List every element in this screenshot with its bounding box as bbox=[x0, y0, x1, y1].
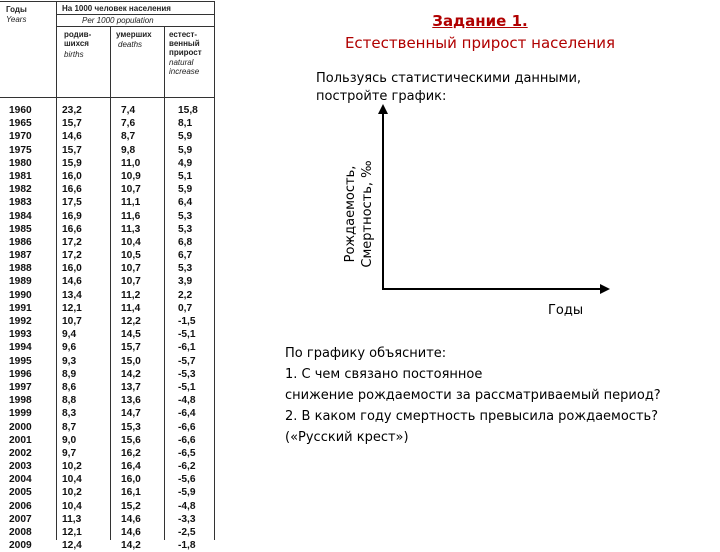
cell-year: 1984 bbox=[9, 210, 32, 222]
cell-births: 9,7 bbox=[62, 447, 77, 459]
table-body bbox=[0, 104, 214, 552]
table-row bbox=[0, 315, 214, 328]
cell-natural-increase: 2,2 bbox=[178, 289, 193, 301]
cell-year: 1994 bbox=[9, 342, 32, 354]
question-1-continued: снижение рождаемости за рассматриваемый период? bbox=[285, 388, 661, 403]
cell-natural-increase: -1,8 bbox=[178, 540, 196, 552]
table-row bbox=[0, 157, 214, 170]
cell-year: 1982 bbox=[9, 184, 32, 196]
cell-births: 12,1 bbox=[62, 527, 82, 538]
cell-year: 1997 bbox=[9, 381, 32, 393]
cell-deaths: 11,2 bbox=[121, 289, 141, 301]
cell-year: 1987 bbox=[9, 250, 32, 262]
cell-natural-increase: 0,7 bbox=[178, 302, 193, 314]
cell-natural-increase: -6,6 bbox=[178, 434, 196, 446]
cell-deaths: 7,6 bbox=[121, 118, 136, 130]
cell-natural-increase: 6,7 bbox=[178, 250, 193, 262]
cell-deaths: 11,0 bbox=[121, 157, 141, 169]
cell-births: 8,6 bbox=[62, 381, 77, 393]
questions-intro: По графику объясните: bbox=[285, 346, 447, 361]
table-row bbox=[0, 421, 214, 434]
cell-deaths: 15,6 bbox=[121, 434, 141, 446]
cell-natural-increase: -4,8 bbox=[178, 395, 196, 407]
cell-deaths: 16,4 bbox=[121, 461, 141, 473]
cell-deaths: 10,9 bbox=[121, 170, 141, 182]
cell-deaths: 16,2 bbox=[121, 447, 141, 459]
cell-deaths: 11,1 bbox=[121, 197, 141, 209]
table-row bbox=[0, 328, 214, 341]
cell-births: 23,2 bbox=[62, 105, 82, 116]
header-births-ru: родив- шихся bbox=[64, 30, 92, 48]
header-births-en: births bbox=[64, 50, 84, 59]
table-row bbox=[0, 526, 214, 539]
cell-natural-increase: 4,9 bbox=[178, 157, 193, 169]
cell-natural-increase: -5,1 bbox=[178, 329, 196, 341]
table-row bbox=[0, 355, 214, 368]
cell-deaths: 14,2 bbox=[121, 540, 141, 552]
cell-year: 2002 bbox=[9, 447, 32, 459]
cell-deaths: 11,6 bbox=[121, 210, 141, 222]
cell-natural-increase: -1,5 bbox=[178, 316, 196, 327]
cell-deaths: 14,2 bbox=[121, 368, 141, 380]
cell-deaths: 12,2 bbox=[121, 316, 141, 327]
cell-births: 17,5 bbox=[62, 197, 82, 209]
cell-births: 16,0 bbox=[62, 170, 82, 182]
cell-births: 8,9 bbox=[62, 368, 77, 380]
table-row bbox=[0, 262, 214, 275]
cell-year: 1985 bbox=[9, 223, 32, 235]
cell-year: 1990 bbox=[9, 289, 32, 301]
cell-natural-increase: -4,8 bbox=[178, 500, 196, 512]
cell-deaths: 10,7 bbox=[121, 184, 141, 196]
table-row bbox=[0, 130, 214, 143]
cell-births: 9,3 bbox=[62, 355, 77, 367]
table-row bbox=[0, 249, 214, 262]
table-row bbox=[0, 302, 214, 315]
cell-deaths: 9,8 bbox=[121, 144, 136, 156]
cell-natural-increase: -6,5 bbox=[178, 447, 196, 459]
cell-natural-increase: -6,1 bbox=[178, 342, 196, 354]
y-axis-label bbox=[342, 114, 378, 314]
header-per1000-en: Per 1000 population bbox=[82, 16, 154, 25]
cell-year: 2007 bbox=[9, 513, 32, 525]
cell-deaths: 13,6 bbox=[121, 395, 141, 407]
cell-natural-increase: -5,7 bbox=[178, 355, 196, 367]
table-row bbox=[0, 447, 214, 460]
cell-natural-increase: 5,9 bbox=[178, 184, 193, 196]
cell-natural-increase: 15,8 bbox=[178, 105, 198, 116]
cell-year: 1980 bbox=[9, 157, 32, 169]
instruction bbox=[316, 70, 581, 106]
task-subtitle: Естественный прирост населения bbox=[344, 34, 616, 52]
cell-births: 13,4 bbox=[62, 289, 82, 301]
header-deaths-ru: умерших bbox=[116, 30, 152, 39]
statistics-table bbox=[0, 0, 218, 552]
cell-year: 1998 bbox=[9, 395, 32, 407]
cell-deaths: 16,0 bbox=[121, 474, 141, 486]
cell-births: 17,2 bbox=[62, 236, 82, 248]
table-row bbox=[0, 144, 214, 157]
y-axis-label-line: Рождаемость, bbox=[343, 165, 358, 263]
cell-natural-increase: 6,4 bbox=[178, 197, 193, 209]
cell-natural-increase: 5,9 bbox=[178, 131, 193, 143]
cell-natural-increase: -6,4 bbox=[178, 408, 196, 420]
cell-year: 1999 bbox=[9, 408, 32, 420]
cell-births: 10,2 bbox=[62, 461, 82, 473]
x-axis-label: Годы bbox=[548, 303, 584, 318]
cell-deaths: 16,1 bbox=[121, 487, 141, 499]
header-divider bbox=[56, 26, 214, 27]
y-axis-label-line: Смертность, ‰ bbox=[360, 160, 375, 268]
cell-births: 14,6 bbox=[62, 276, 82, 288]
cell-natural-increase: -6,6 bbox=[178, 421, 196, 433]
column-divider bbox=[214, 1, 215, 540]
cell-deaths: 10,4 bbox=[121, 236, 141, 248]
table-row bbox=[0, 289, 214, 302]
cell-year: 2008 bbox=[9, 527, 32, 538]
cell-deaths: 14,6 bbox=[121, 513, 141, 525]
table-row bbox=[0, 196, 214, 209]
cell-year: 1992 bbox=[9, 316, 32, 327]
table-top-border bbox=[0, 1, 214, 2]
cell-year: 1989 bbox=[9, 276, 32, 288]
cell-year: 1981 bbox=[9, 170, 32, 182]
table-row bbox=[0, 183, 214, 196]
cell-deaths: 8,7 bbox=[121, 131, 136, 143]
table-row bbox=[0, 394, 214, 407]
table-row bbox=[0, 381, 214, 394]
cell-births: 12,1 bbox=[62, 302, 82, 314]
instruction-line: Пользуясь статистическими данными, bbox=[316, 71, 582, 86]
cell-natural-increase: -6,2 bbox=[178, 461, 196, 473]
cell-year: 1965 bbox=[9, 118, 32, 130]
header-years-en: Years bbox=[6, 15, 27, 24]
table-row bbox=[0, 275, 214, 288]
cell-natural-increase: 6,8 bbox=[178, 236, 193, 248]
header-bottom-border bbox=[0, 97, 214, 98]
cell-natural-increase: 5,9 bbox=[178, 144, 193, 156]
cell-deaths: 14,5 bbox=[121, 329, 141, 341]
cell-births: 16,0 bbox=[62, 263, 82, 275]
cell-natural-increase: 8,1 bbox=[178, 118, 193, 130]
cell-natural-increase: -5,1 bbox=[178, 381, 196, 393]
header-natural-en: natural increase bbox=[169, 58, 200, 76]
cell-deaths: 10,7 bbox=[121, 263, 141, 275]
cell-deaths: 7,4 bbox=[121, 105, 136, 116]
cell-natural-increase: 5,3 bbox=[178, 210, 193, 222]
cell-deaths: 10,7 bbox=[121, 276, 141, 288]
cell-births: 9,0 bbox=[62, 434, 77, 446]
cell-births: 16,6 bbox=[62, 184, 82, 196]
cell-year: 1986 bbox=[9, 236, 32, 248]
cell-deaths: 15,2 bbox=[121, 500, 141, 512]
cell-year: 2001 bbox=[9, 434, 32, 446]
table-row bbox=[0, 473, 214, 486]
table-row bbox=[0, 539, 214, 552]
table-row bbox=[0, 513, 214, 526]
cell-year: 1996 bbox=[9, 368, 32, 380]
cell-year: 1975 bbox=[9, 144, 32, 156]
table-row bbox=[0, 170, 214, 183]
table-row bbox=[0, 500, 214, 513]
cell-births: 8,3 bbox=[62, 408, 77, 420]
cell-births: 15,7 bbox=[62, 118, 82, 130]
cell-year: 1993 bbox=[9, 329, 32, 341]
cell-births: 8,8 bbox=[62, 395, 77, 407]
cell-natural-increase: 5,1 bbox=[178, 170, 193, 182]
cell-natural-increase: -2,5 bbox=[178, 527, 196, 538]
cell-year: 2003 bbox=[9, 461, 32, 473]
cell-year: 1960 bbox=[9, 105, 32, 116]
table-row bbox=[0, 341, 214, 354]
table-row bbox=[0, 486, 214, 499]
cell-natural-increase: 3,9 bbox=[178, 276, 193, 288]
cell-natural-increase: -5,9 bbox=[178, 487, 196, 499]
cell-natural-increase: 5,3 bbox=[178, 263, 193, 275]
cell-natural-increase: -5,3 bbox=[178, 368, 196, 380]
cell-year: 1983 bbox=[9, 197, 32, 209]
cell-births: 9,4 bbox=[62, 329, 77, 341]
cell-deaths: 15,0 bbox=[121, 355, 141, 367]
cell-deaths: 14,7 bbox=[121, 408, 141, 420]
cell-deaths: 10,5 bbox=[121, 250, 141, 262]
cell-year: 2009 bbox=[9, 540, 32, 552]
table-row bbox=[0, 210, 214, 223]
cell-deaths: 14,6 bbox=[121, 527, 141, 538]
cell-births: 15,9 bbox=[62, 157, 82, 169]
cell-births: 15,7 bbox=[62, 144, 82, 156]
table-row bbox=[0, 434, 214, 447]
cell-natural-increase: 5,3 bbox=[178, 223, 193, 235]
header-per1000-ru: На 1000 человек населения bbox=[62, 4, 171, 13]
table-row bbox=[0, 368, 214, 381]
cell-births: 16,6 bbox=[62, 223, 82, 235]
cell-births: 12,4 bbox=[62, 540, 82, 552]
cell-births: 8,7 bbox=[62, 421, 77, 433]
cell-year: 1970 bbox=[9, 131, 32, 143]
question-2-note: («Русский крест») bbox=[285, 430, 409, 445]
task-title: Задание 1. bbox=[432, 12, 528, 30]
cell-year: 1995 bbox=[9, 355, 32, 367]
x-axis bbox=[382, 288, 602, 290]
cell-births: 14,6 bbox=[62, 131, 82, 143]
cell-year: 1988 bbox=[9, 263, 32, 275]
cell-year: 2004 bbox=[9, 474, 32, 486]
cell-year: 2005 bbox=[9, 487, 32, 499]
cell-deaths: 13,7 bbox=[121, 381, 141, 393]
cell-births: 10,7 bbox=[62, 316, 82, 327]
instruction-line: постройте график: bbox=[316, 89, 447, 104]
cell-births: 9,6 bbox=[62, 342, 77, 354]
cell-natural-increase: -3,3 bbox=[178, 513, 196, 525]
table-row bbox=[0, 407, 214, 420]
cell-deaths: 11,4 bbox=[121, 302, 141, 314]
question-2: 2. В каком году смертность превысила рождаемость? bbox=[285, 409, 659, 424]
cell-natural-increase: -5,6 bbox=[178, 474, 196, 486]
table-row bbox=[0, 117, 214, 130]
table-row bbox=[0, 236, 214, 249]
cell-births: 16,9 bbox=[62, 210, 82, 222]
cell-births: 11,3 bbox=[62, 513, 82, 525]
cell-year: 2000 bbox=[9, 421, 32, 433]
header-deaths-en: deaths bbox=[118, 40, 143, 49]
cell-deaths: 15,7 bbox=[121, 342, 141, 354]
cell-deaths: 11,3 bbox=[121, 223, 141, 235]
question-1: 1. С чем связано постоянное bbox=[285, 367, 483, 382]
cell-year: 1991 bbox=[9, 302, 32, 314]
y-axis bbox=[382, 112, 384, 290]
cell-births: 17,2 bbox=[62, 250, 82, 262]
header-natural-ru: естест- венный прирост bbox=[169, 30, 202, 57]
table-row bbox=[0, 223, 214, 236]
cell-deaths: 15,3 bbox=[121, 421, 141, 433]
questions bbox=[285, 343, 661, 448]
header-divider bbox=[56, 14, 214, 15]
cell-births: 10,2 bbox=[62, 487, 82, 499]
cell-year: 2006 bbox=[9, 500, 32, 512]
header-years-ru: Годы bbox=[6, 5, 27, 14]
x-axis-arrow-icon bbox=[600, 284, 610, 294]
table-row bbox=[0, 460, 214, 473]
cell-births: 10,4 bbox=[62, 500, 82, 512]
cell-births: 10,4 bbox=[62, 474, 82, 486]
table-row bbox=[0, 104, 214, 117]
